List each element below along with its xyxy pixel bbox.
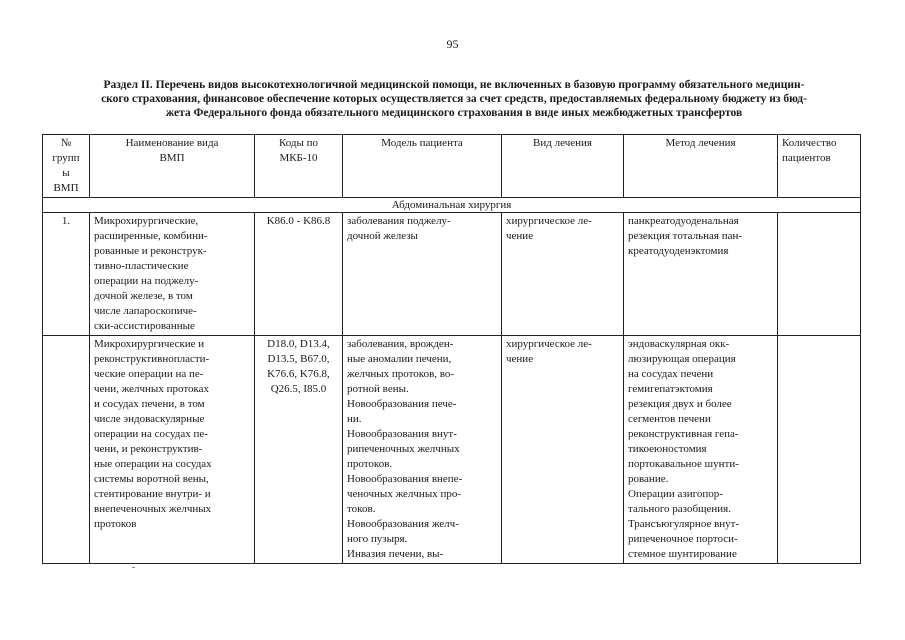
header-icd-codes — [255, 135, 343, 198]
cell-line: Вид лечения — [533, 137, 592, 149]
row-group-number: 1. — [43, 213, 90, 336]
cell-line: дочной железы — [347, 230, 418, 242]
cell-line: стентирование внутри- и — [94, 488, 211, 500]
cell-line: и сосудах печени, в том — [94, 398, 205, 410]
cell-line: Новообразования пече- — [347, 398, 457, 410]
header-patient-count — [778, 135, 861, 198]
cell-line: хирургическое ле- — [506, 338, 592, 350]
cell-line: рипеченочных желчных — [347, 443, 460, 455]
cell-line: гемигепатэктомия — [628, 383, 713, 395]
row-group-number — [43, 336, 90, 564]
cell-line: тального разобщения. — [628, 503, 731, 515]
row-patient-count — [778, 336, 861, 564]
cell-line: групп — [52, 152, 80, 164]
cell-line: ски-ассистированные — [94, 320, 195, 332]
cell-line: ы — [62, 167, 70, 179]
cell-line: Новообразования внепе- — [347, 473, 463, 485]
cell-line: ВМП — [159, 152, 185, 164]
cell-line: Микрохирургические и — [94, 338, 205, 350]
header-patient-model — [343, 135, 502, 198]
cell-line: Трансъюгулярное внут- — [628, 518, 740, 530]
cell-line: протоков. — [347, 458, 393, 470]
row-icd-codes — [255, 213, 343, 336]
cell-line: K86.0 - K86.8 — [266, 215, 331, 227]
category-row — [43, 198, 861, 213]
cell-line: реконструктивнопласти- — [94, 353, 210, 365]
cell-line: Количество — [782, 137, 837, 149]
row-treatment-method — [624, 336, 778, 564]
cell-line: Коды по — [278, 137, 319, 149]
cell-line: D13.5, B67.0, — [267, 353, 330, 365]
cell-line: МКБ-10 — [279, 152, 318, 164]
cell-line: токов. — [347, 503, 376, 515]
cell-line: креатодуоденэктомия — [628, 245, 729, 257]
table-header-row — [43, 135, 861, 198]
cell-line: числе лапароскопиче- — [94, 305, 197, 317]
cell-line: ВМП — [53, 182, 79, 194]
cell-line: дочной железе, в том — [94, 290, 193, 302]
cell-line: тивно-пластические — [94, 260, 189, 272]
cell-line: ные операции на сосудах — [94, 458, 212, 470]
cell-line: Модель пациента — [381, 137, 463, 149]
cell-line: чени, желчных протоках — [94, 383, 210, 395]
header-group-number — [43, 135, 90, 198]
cell-line: K76.6, K76.8, — [267, 368, 330, 380]
cell-line: протоков — [94, 518, 137, 530]
row-treatment-type — [502, 336, 624, 564]
cell-line: D18.0, D13.4, — [267, 338, 330, 350]
cell-line: Наименование вида — [125, 137, 219, 149]
row-treatment-method — [624, 213, 778, 336]
cell-line: системы воротной вены, — [94, 473, 209, 485]
cell-line: ные аномалии печени, — [347, 353, 452, 365]
vmp-table — [42, 134, 861, 564]
row-vmp-name — [90, 336, 255, 564]
cell-line: ного пузыря. — [347, 533, 408, 545]
cell-line: Инвазия печени, вы- — [347, 548, 444, 560]
section-title-line: жета Федерального фонда обязательного медицинского страхования в виде иных межбюджетных трансфертов — [165, 107, 743, 119]
row-patient-model — [343, 213, 502, 336]
cell-line: чение — [506, 230, 534, 242]
cell-line: на сосудах печени — [628, 368, 714, 380]
header-vmp-name — [90, 135, 255, 198]
cell-line: реконструктивная гепа- — [628, 428, 739, 440]
row-patient-model — [343, 336, 502, 564]
cell-line: чени, и реконструктив- — [94, 443, 203, 455]
cell-line: люзирующая операция — [628, 353, 736, 365]
cell-line: операции на сосудах пе- — [94, 428, 208, 440]
row-patient-count — [778, 213, 861, 336]
cell-line: Новообразования внут- — [347, 428, 457, 440]
cell-line: сегментов печени — [628, 413, 711, 425]
scan-speck — [132, 567, 135, 568]
cell-line: ческие операции на пе- — [94, 368, 204, 380]
cell-line: ченочных желчных про- — [347, 488, 462, 500]
cell-line: стемное шунтирование — [628, 548, 737, 560]
cell-line: панкреатодуоденальная — [628, 215, 739, 227]
section-title — [48, 78, 860, 120]
header-treatment-method — [624, 135, 778, 198]
cell-line: ни. — [347, 413, 362, 425]
cell-line: эндоваскулярная окк- — [628, 338, 730, 350]
row-treatment-type — [502, 213, 624, 336]
cell-line: пациентов — [782, 152, 831, 164]
cell-line: Метод лечения — [665, 137, 736, 149]
cell-line: желчных протоков, во- — [347, 368, 455, 380]
cell-line: резекция тотальная пан- — [628, 230, 743, 242]
header-treatment-type — [502, 135, 624, 198]
cell-line: рипеченочное портоси- — [628, 533, 738, 545]
page-number: 95 — [446, 37, 459, 51]
cell-line: операции на поджелу- — [94, 275, 199, 287]
table-row — [43, 336, 861, 564]
cell-line: числе эндоваскулярные — [94, 413, 205, 425]
cell-line: тикоеюностомия — [628, 443, 707, 455]
cell-line: Операции азигопор- — [628, 488, 723, 500]
cell-line: Новообразования желч- — [347, 518, 459, 530]
cell-line: резекция двух и более — [628, 398, 732, 410]
cell-line: чение — [506, 353, 534, 365]
cell-line: Микрохирургические, — [94, 215, 199, 227]
cell-line: Q26.5, I85.0 — [270, 383, 327, 395]
section-title-line: ского страхования, финансовое обеспечение которых осуществляется за счет средств, предоставляемых федеральному бюджету из бюд- — [101, 93, 807, 105]
table-row — [43, 213, 861, 336]
cell-line: заболевания поджелу- — [347, 215, 451, 227]
cell-line: хирургическое ле- — [506, 215, 592, 227]
cell-line: ротной вены. — [347, 383, 409, 395]
section-title-line: Раздел II. Перечень видов высокотехнологичной медицинской помощи, не включенных в базовую программу обязательного медицин- — [103, 79, 805, 91]
cell-line: заболевания, врожден- — [347, 338, 454, 350]
cell-line: рованные и реконструк- — [94, 245, 207, 257]
cell-line: № — [60, 137, 72, 149]
cell-line: портокавальное шунти- — [628, 458, 739, 470]
category-abdominal-surgery: Абдоминальная хирургия — [43, 198, 861, 213]
row-icd-codes — [255, 336, 343, 564]
cell-line: внепеченочных желчных — [94, 503, 212, 515]
cell-line: расширенные, комбини- — [94, 230, 208, 242]
row-vmp-name — [90, 213, 255, 336]
cell-line: рование. — [628, 473, 669, 485]
